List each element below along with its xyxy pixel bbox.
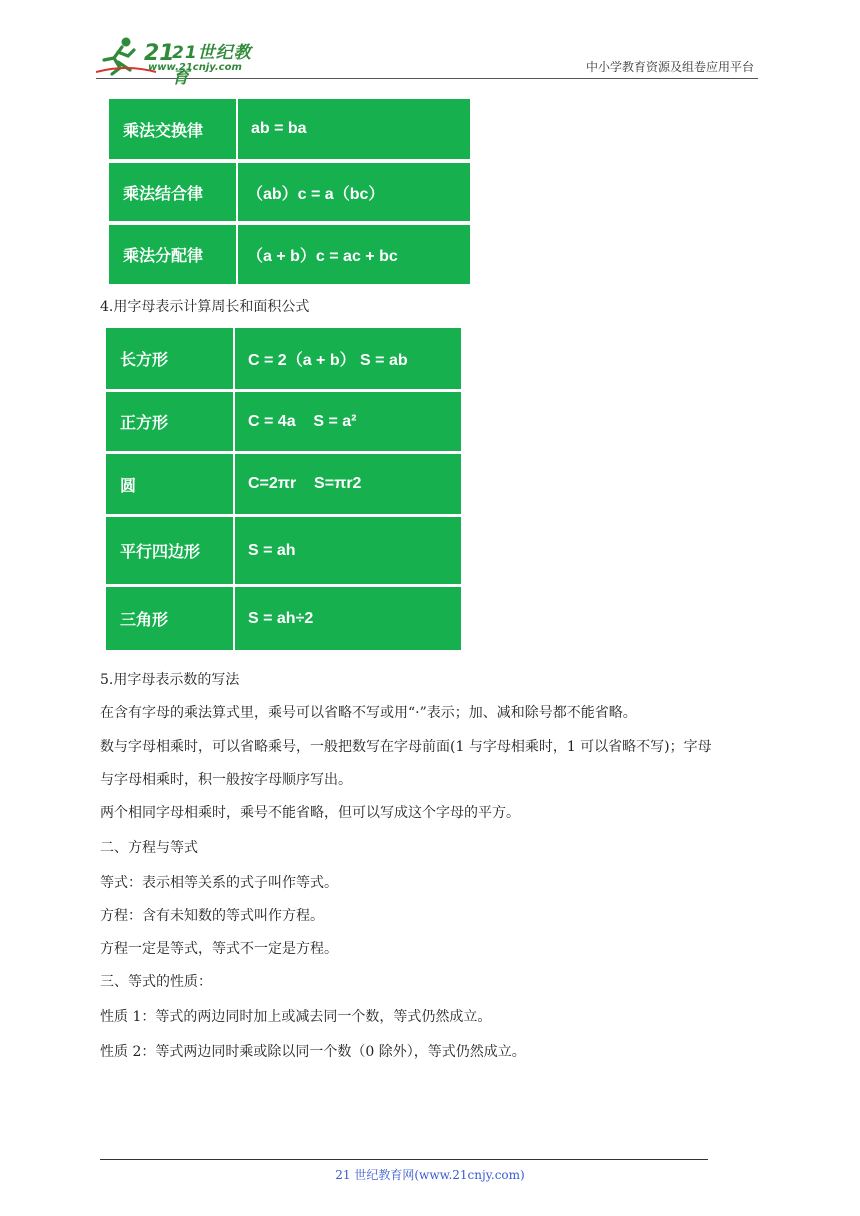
table-row [109, 99, 470, 159]
shape-name-cell: 三角形 [120, 612, 169, 629]
law-name-cell: 乘法结合律 [123, 185, 204, 203]
body-text: 两个相同字母相乘时，乘号不能省略，但可以写成这个字母的平方。 [100, 805, 520, 821]
shape-name-cell: 平行四边形 [120, 544, 201, 561]
shape-name-cell: 正方形 [120, 415, 169, 432]
body-text: 方程：含有未知数的等式叫作方程。 [100, 908, 324, 924]
logo-text: 21世纪教育 [172, 43, 252, 88]
table-row [106, 454, 461, 514]
formula-cell: C = 4a S = a² [248, 412, 357, 430]
formula-cell: （ab）c = a（bc） [247, 185, 385, 203]
table-row [109, 163, 470, 221]
body-text: 在含有字母的乘法算式里，乘号可以省略不写或用“·”表示；加、减和除号都不能省略。 [100, 705, 637, 721]
law-name-cell: 乘法分配律 [123, 248, 204, 265]
body-text: 性质 2：等式两边同时乘或除以同一个数（0 除外），等式仍然成立。 [100, 1044, 526, 1060]
section-4-heading: 4.用字母表示计算周长和面积公式 [100, 299, 310, 315]
multiplication-laws-table [109, 99, 470, 284]
header-platform-text: 中小学教育资源及组卷应用平台 [585, 60, 754, 74]
table-row [106, 587, 461, 650]
table-row [106, 328, 461, 389]
svg-text:21: 21 [144, 41, 175, 66]
body-text: 等式：表示相等关系的式子叫作等式。 [100, 875, 338, 891]
table-row [106, 392, 461, 451]
footer-divider [100, 1159, 708, 1160]
page-header [96, 28, 758, 88]
section-5-heading: 5.用字母表示数的写法 [100, 672, 240, 688]
formula-cell: S = ah÷2 [248, 609, 314, 627]
formula-cell: C=2πr S=πr2 [248, 475, 362, 492]
section-heading: 二、方程与等式 [100, 840, 198, 856]
logo-url: www.21cnjy.com [148, 62, 242, 73]
site-logo[interactable] [96, 34, 266, 88]
formula-cell: （a + b）c = ac + bc [247, 248, 398, 265]
table-row [106, 517, 461, 584]
formula-cell: S = ah [248, 541, 296, 559]
formula-cell: C = 2（a + b） S = ab [248, 352, 408, 369]
formula-cell: ab = ba [251, 120, 307, 137]
formula-table [106, 328, 461, 650]
footer-link[interactable]: 21 世纪教育网(www.21cnjy.com) [335, 1168, 525, 1182]
shape-name-cell: 圆 [120, 477, 137, 495]
body-text: 方程一定是等式，等式不一定是方程。 [100, 941, 338, 957]
body-text: 数与字母相乘时，可以省略乘号，一般把数写在字母前面(1 与字母相乘时，1 可以省略不写)；字母 [100, 739, 712, 755]
body-text: 性质 1：等式的两边同时加上或减去同一个数，等式仍然成立。 [100, 1009, 492, 1025]
law-name-cell: 乘法交换律 [123, 122, 204, 140]
section-heading: 三、等式的性质： [100, 974, 212, 990]
shape-name-cell: 长方形 [120, 352, 169, 369]
table-row [109, 225, 470, 284]
body-text: 与字母相乘时，积一般按字母顺序写出。 [100, 772, 352, 788]
